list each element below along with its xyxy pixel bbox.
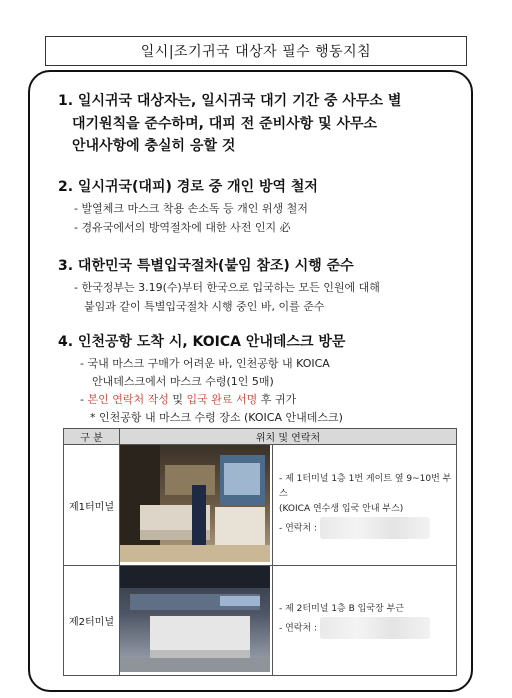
red-line-prefix: - (80, 393, 88, 406)
terminal-1-info-cell (273, 445, 457, 566)
section-4-bullet-2: 안내데스크에서 마스크 수령(1인 5매) (92, 375, 274, 388)
terminal-1-contact (273, 517, 456, 539)
location-table (63, 428, 457, 676)
red-text-contact: 본인 연락처 작성 (87, 393, 169, 406)
header-division: 구 분 (64, 429, 120, 445)
table-header-row (64, 429, 457, 445)
terminal-2-info-cell (273, 566, 457, 676)
red-text-signature: 입국 완료 서명 (186, 393, 258, 406)
section-3-bullet-1: - 한국정부는 3.19(수)부터 한국으로 입국하는 모든 인원에 대해 (74, 281, 380, 294)
redacted-contact (320, 517, 430, 539)
terminal-1-label: 제1터미널 (64, 445, 120, 566)
section-2-bullet-2: - 경유국에서의 방역절차에 대한 사전 인지 必 (74, 221, 291, 234)
terminal-1-location-2: (KOICA 연수생 입국 안내 부스) (279, 503, 404, 514)
section-1-line-3: 안내사항에 충실히 응할 것 (72, 138, 236, 154)
terminal-1-photo-cell (120, 445, 273, 566)
section-4-red-line (80, 390, 296, 409)
section-1-line-2: 대기원칙을 준수하며, 대피 전 준비사항 및 사무소 (72, 116, 378, 132)
header-location: 위치 및 연락처 (120, 429, 457, 445)
terminal-1-contact-label: - 연락처 : (279, 523, 318, 533)
section-2-bullet-1: - 발열체크 마스크 착용 손소독 등 개인 위생 철저 (74, 202, 308, 215)
terminal-2-photo-cell (120, 566, 273, 676)
section-2-heading: 2. 일시귀국(대피) 경로 중 개인 방역 철저 (58, 179, 318, 195)
section-3-heading: 3. 대한민국 특별입국절차(붙임 참조) 시행 준수 (58, 258, 354, 274)
table-row (64, 566, 457, 676)
terminal-1-photo (120, 445, 270, 562)
red-line-mid: 및 (168, 393, 187, 406)
terminal-2-contact-label: - 연락처 : (279, 623, 318, 634)
section-3-bullet-2: 붙임과 같이 특별입국절차 시행 중인 바, 이를 준수 (84, 300, 325, 313)
terminal-2-contact (273, 617, 456, 639)
redacted-contact (320, 617, 430, 639)
red-line-suffix: 후 귀가 (257, 393, 297, 406)
terminal-2-photo (120, 566, 270, 672)
terminal-2-location-1: - 제 2터미널 1층 B 입국장 부근 (279, 604, 404, 614)
section-4-note: * 인천공항 내 마스크 수령 장소 (KOICA 안내데스크) (90, 411, 343, 424)
section-4-heading: 4. 인천공항 도착 시, KOICA 안내데스크 방문 (58, 334, 346, 350)
terminal-1-location-1: - 제 1터미널 1층 1번 게이트 옆 9~10번 부스 (279, 473, 452, 499)
page-title: 일시|조기귀국 대상자 필수 행동지침 (45, 36, 467, 66)
section-4-bullet-1: - 국내 마스크 구매가 어려운 바, 인천공항 내 KOICA (80, 357, 330, 370)
section-1-line-1: 1. 일시귀국 대상자는, 일시귀국 대기 기간 중 사무소 별 (58, 93, 402, 109)
table-row (64, 445, 457, 566)
terminal-2-label: 제2터미널 (64, 566, 120, 676)
